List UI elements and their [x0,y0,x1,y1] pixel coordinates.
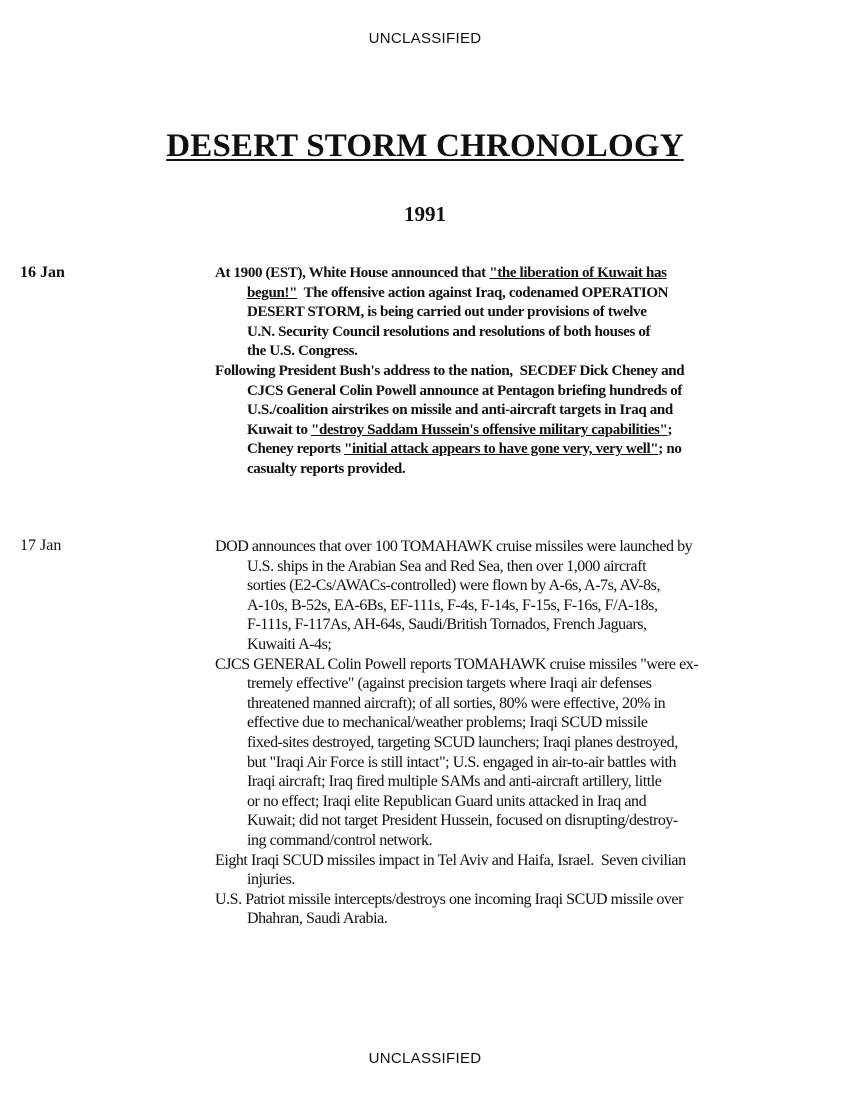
quoted-text: begun!" [247,284,298,301]
entry-paragraph [215,655,835,851]
text-line [215,772,835,792]
text-line [215,557,835,577]
text-line [215,401,835,421]
chronology-entry [215,264,835,480]
text-segment: Dhahran, Saudi Arabia. [247,910,388,928]
text-segment: Kuwaiti A-4s; [247,635,332,653]
text-line [215,284,835,304]
text-line [215,811,835,831]
text-line [215,440,835,460]
text-segment: Eight Iraqi SCUD missiles impact in Tel Aviv and Haifa, Israel. Seven civilian [215,851,686,869]
text-segment: injuries. [247,871,295,889]
text-segment: U.S. ships in the Arabian Sea and Red Sea, then over 1,000 aircraft [247,557,647,575]
text-line [215,596,835,616]
text-segment: Cheney reports [247,441,344,458]
text-line [215,753,835,773]
text-line [215,576,835,596]
text-line [215,733,835,753]
text-line [215,460,835,480]
text-segment: effective due to mechanical/weather problems; Iraqi SCUD missile [247,714,648,732]
text-line [215,421,835,441]
text-segment: DOD announces that over 100 TOMAHAWK cruise missiles were launched by [215,538,693,555]
entry-paragraph [215,851,835,890]
text-line [215,382,835,402]
entry-paragraph [215,264,835,362]
text-segment: U.S./coalition airstrikes on missile and anti-aircraft targets in Iraq and [247,402,673,419]
text-segment: the U.S. Congress. [247,343,358,360]
entry-paragraph [215,890,835,929]
entry-date: 17 Jan [20,537,62,554]
text-line [215,674,835,694]
text-segment: F-111s, F-117As, AH-64s, Saudi/British Tornados, French Jaguars, [247,616,647,634]
document-year: 1991 [404,202,446,226]
text-segment: ; no [658,441,682,458]
text-line [215,264,835,284]
quoted-text: "initial attack appears to have gone very, very well" [343,441,659,458]
text-segment: or no effect; Iraqi elite Republican Guard units attacked in Iraq and [247,792,647,810]
text-line [215,870,835,890]
entry-paragraph [215,362,835,480]
text-segment: but "Iraqi Air Force is still intact"; U.S. engaged in air-to-air battles with [247,753,677,771]
text-segment: ; [667,421,673,438]
text-segment: Kuwait; did not target President Hussein, focused on disrupting/destroy- [247,812,678,830]
text-segment: A-10s, B-52s, EA-6Bs, EF-111s, F-4s, F-14s, F-15s, F-16s, F/A-18s, [247,596,658,614]
text-line [215,362,835,382]
text-segment: U.N. Security Council resolutions and resolutions of both houses of [247,323,651,340]
quoted-text: "destroy Saddam Hussein's offensive military capabilities" [311,421,668,438]
text-segment: threatened manned aircraft); of all sorties, 80% were effective, 20% in [247,694,666,712]
text-segment: Kuwait to [247,421,312,438]
text-line [215,831,835,851]
quoted-text: "the liberation of Kuwait has [489,265,667,281]
text-segment: casualty reports provided. [247,460,406,477]
text-line [215,792,835,812]
text-line [215,909,835,929]
text-segment: Iraqi aircraft; Iraq fired multiple SAMs and anti-aircraft artillery, little [247,773,662,791]
text-segment: tremely effective" (against precision targets where Iraqi air defenses [247,675,652,693]
text-segment: U.S. Patriot missile intercepts/destroys one incoming Iraqi SCUD missile over [215,890,683,908]
text-line [215,537,835,557]
text-line [215,694,835,714]
classification-footer: UNCLASSIFIED [368,1050,482,1067]
text-segment: CJCS GENERAL Colin Powell reports TOMAHAWK cruise missiles "were ex- [215,655,699,673]
text-segment: sorties (E2-Cs/AWACs-controlled) were flown by A-6s, A-7s, AV-8s, [247,577,660,595]
text-line [215,713,835,733]
text-segment: At 1900 (EST), White House announced that [215,265,490,281]
classification-header: UNCLASSIFIED [368,30,482,47]
text-line [215,635,835,655]
text-line [215,655,835,675]
text-segment: DESERT STORM, is being carried out under provisions of twelve [247,304,647,321]
text-segment: CJCS General Colin Powell announce at Pentagon briefing hundreds of [247,382,683,399]
entry-paragraph [215,537,835,655]
text-line [215,323,835,343]
text-line [215,615,835,635]
chronology-entry [215,537,835,929]
text-segment: ing command/control network. [247,831,433,849]
text-segment: fixed-sites destroyed, targeting SCUD launchers; Iraqi planes destroyed, [247,733,678,751]
text-segment: The offensive action against Iraq, codenamed OPERATION [297,284,669,301]
text-line [215,851,835,871]
document-title: DESERT STORM CHRONOLOGY [166,128,684,164]
entry-date: 16 Jan [20,264,65,281]
text-line [215,342,835,362]
text-line [215,303,835,323]
text-line [215,890,835,910]
text-segment: Following President Bush's address to the nation, SECDEF Dick Cheney and [215,362,685,379]
